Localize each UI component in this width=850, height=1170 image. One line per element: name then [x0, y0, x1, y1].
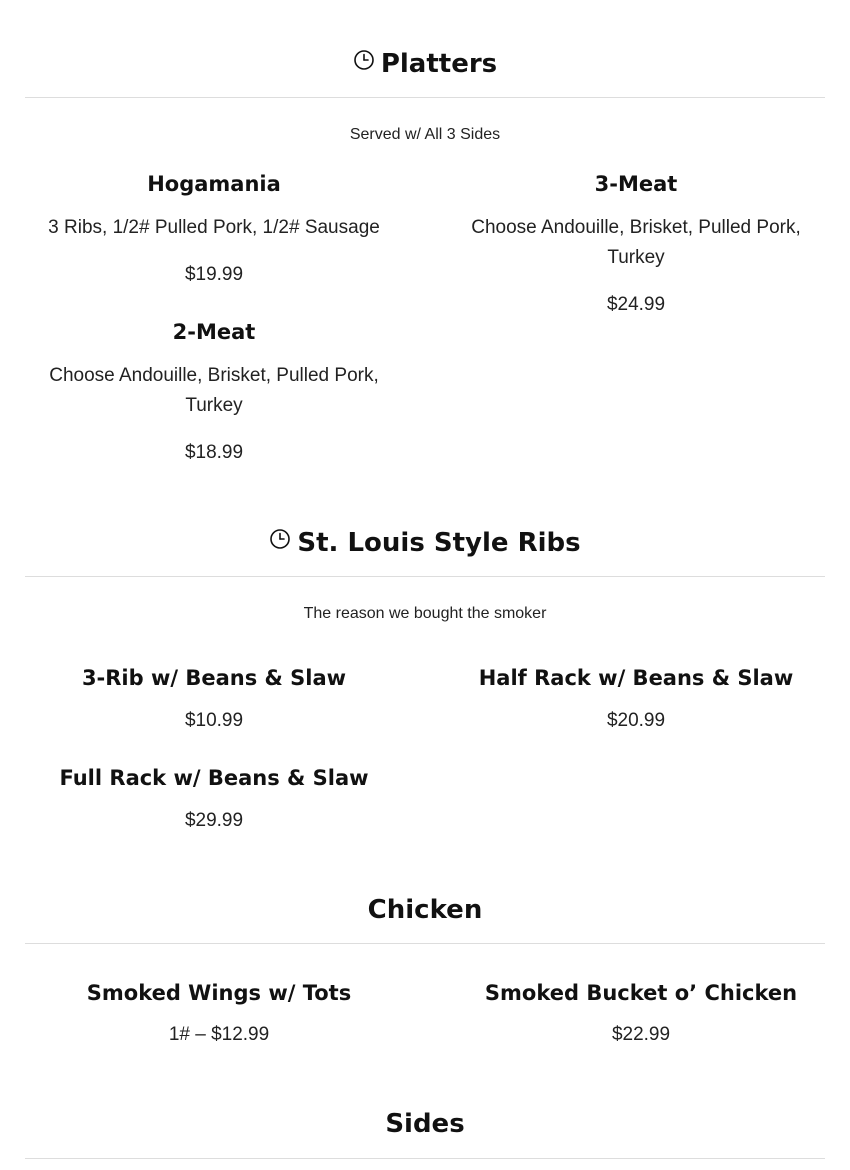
item-price: $22.99: [611, 1024, 671, 1045]
menu-item: [452, 664, 820, 733]
menu-item: [30, 170, 398, 287]
section-heading-platters: [0, 48, 850, 81]
section-title: St. Louis Style Ribs: [297, 528, 581, 558]
item-name: 2-Meat: [172, 320, 256, 344]
section-divider: [25, 943, 825, 944]
item-name: 3-Meat: [594, 172, 678, 196]
item-name: Hogamania: [147, 172, 281, 196]
item-price: $10.99: [184, 710, 244, 731]
clock-icon: [353, 47, 375, 79]
menu-item: [35, 979, 403, 1047]
section-subtitle: The reason we bought the smoker: [303, 605, 547, 622]
menu-item: [30, 664, 398, 733]
item-description: Choose Andouille, Brisket, Pulled Pork, Turkey: [49, 365, 379, 416]
item-price: $20.99: [606, 710, 666, 731]
section-title: Sides: [385, 1109, 465, 1139]
item-name: 3-Rib w/ Beans & Slaw: [81, 666, 347, 690]
menu-item: [40, 318, 388, 465]
section-heading-ribs: [0, 527, 850, 560]
item-price: $19.99: [184, 264, 244, 285]
item-price: $18.99: [184, 442, 244, 463]
section-title: Platters: [380, 49, 498, 79]
item-name: Full Rack w/ Beans & Slaw: [59, 766, 369, 790]
item-name: Smoked Wings w/ Tots: [86, 981, 352, 1005]
item-price: $29.99: [184, 810, 244, 831]
section-subtitle: Served w/ All 3 Sides: [349, 126, 501, 143]
section-divider: [25, 97, 825, 98]
item-price: 1# – $12.99: [168, 1024, 270, 1045]
section-heading-sides: [0, 1108, 850, 1140]
item-name: Smoked Bucket o’ Chicken: [484, 981, 798, 1005]
item-description: 3 Ribs, 1/2# Pulled Pork, 1/2# Sausage: [48, 217, 380, 238]
section-divider: [25, 1158, 825, 1159]
item-price: $24.99: [606, 294, 666, 315]
menu-item: [457, 979, 825, 1047]
clock-icon: [269, 526, 291, 558]
menu-item: [462, 170, 810, 317]
item-description: Choose Andouille, Brisket, Pulled Pork, Turkey: [471, 217, 801, 268]
section-title: Chicken: [367, 895, 483, 925]
section-heading-chicken: [0, 894, 850, 926]
menu-item: [30, 764, 398, 833]
item-name: Half Rack w/ Beans & Slaw: [478, 666, 794, 690]
section-divider: [25, 576, 825, 577]
